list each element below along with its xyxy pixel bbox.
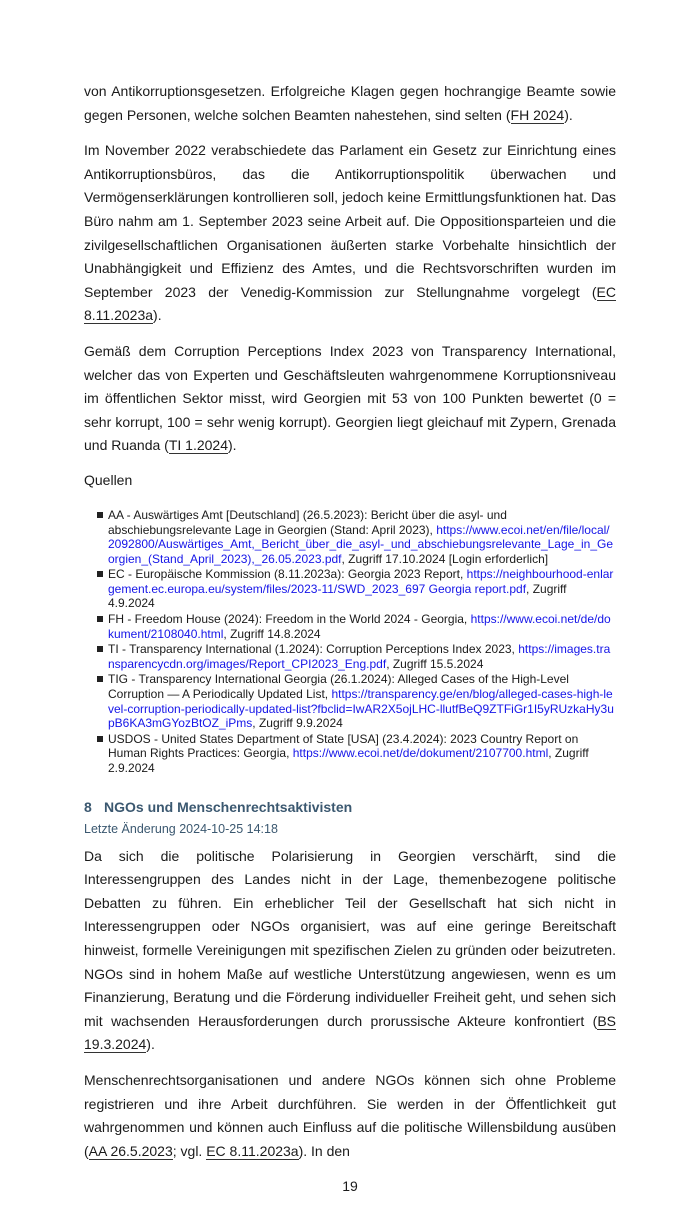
page-number: 19	[342, 1178, 358, 1195]
paragraph-3: Gemäß dem Corruption Perceptions Index 2023 von Transparency International, welcher das von Experten und Geschäftsleuten wahrgenommene Korruptionsniveau im öffentlichen Sektor misst, wird Georgien mit 53 von 100 Punkten bewertet (0 = sehr korrupt, 100 = sehr wenig korrupt). Georgien liegt gleichauf mit Zypern, Grenada und Ruanda (TI 1.2024).	[84, 342, 616, 454]
source-item: USDOS - United States Department of State [USA] (23.4.2024): 2023 Country Report on Human Rights Practices: Georgia, https://www.ecoi.net/de/dokument/2107700.html, Zugriff 2.9.2024	[84, 732, 616, 776]
source-link[interactable]: https://www.ecoi.net/de/dokument/2108040.html	[108, 612, 611, 641]
source-link[interactable]: https://transparency.ge/en/blog/alleged-cases-high-level-corruption-periodically-updated-list?fbclid=IwAR2X5ojLHC-llutfBeQ9ZTFiGr1I5yRUzkaHy3upB6KA3mGYozBtOZ_iPms	[108, 687, 614, 731]
source-link[interactable]: https://neighbourhood-enlargement.ec.europa.eu/system/files/2023-11/SWD_2023_697 Georgia report.pdf	[108, 567, 614, 596]
citation-link[interactable]: BS 19.3.2024	[84, 1012, 616, 1053]
citation-link[interactable]: TI 1.2024	[168, 437, 228, 454]
source-item: FH - Freedom House (2024): Freedom in the World 2024 - Georgia, https://www.ecoi.net/de/dokument/2108040.html, Zugriff 14.8.2024	[84, 612, 616, 641]
paragraph-4: Da sich die politische Polarisierung in Georgien verschärft, sind die Interessengruppen des Landes nicht in der Lage, themenbezogene politische Debatten zu führen. Ein erheblicher Teil der Gesellschaft hat sich nicht in Interessengruppen oder NGOs organisiert, was auf eine geringe Bereitschaft hinweist, formelle Vereinigungen mit spezifischen Zielen zu gründen oder beizutreten. NGOs sind in hohem Maße auf westliche Unterstützung angewiesen, wenn es um Finanzierung, Beratung und die Förderung individueller Freiheit geht, und sehen sich mit wachsenden Herausforderungen durch prorussische Akteure konfrontiert (BS 19.3.2024).	[84, 847, 616, 1053]
source-link[interactable]: https://www.ecoi.net/de/dokument/2107700.html	[292, 746, 549, 761]
paragraph-2: Im November 2022 verabschiedete das Parlament ein Gesetz zur Einrichtung eines Antikorruptionsbüros, das die Antikorruptionspolitik überwachen und Vermögenserklärungen kontrollieren soll, jedoch keine Ermittlungsfunktionen hat. Das Büro nahm am 1. September 2023 seine Arbeit auf. Die Oppositionsparteien und die zivilgesellschaftlichen Organisationen äußerten starke Vorbehalte hinsichtlich der Unabhängigkeit und Effizienz des Amtes, und die Rechtsvorschriften wurden im September 2023 der Venedig-Kommission zur Stellungnahme vorgelegt (EC 8.11.2023a).	[84, 142, 616, 324]
citation-link[interactable]: AA 26.5.2023	[88, 1142, 173, 1159]
paragraph-5: Menschenrechtsorganisationen und andere NGOs können sich ohne Probleme registrieren und ihre Arbeit durchführen. Sie werden in der Öffentlichkeit gut wahrgenommen und können auch Einfluss auf die politische Willensbildung ausüben (AA 26.5.2023; vgl. EC 8.11.2023a). In den	[84, 1071, 616, 1159]
sources-list	[84, 508, 616, 776]
section-heading: 8 NGOs und Menschenrechtsaktivisten	[84, 798, 353, 815]
source-link[interactable]: https://images.transparencycdn.org/images/Report_CPI2023_Eng.pdf	[108, 642, 611, 671]
sources-label: Quellen	[84, 471, 133, 488]
source-item: AA - Auswärtiges Amt [Deutschland] (26.5.2023): Bericht über die asyl- und abschiebungsrelevante Lage in Georgien (Stand: April 2023), https://www.ecoi.net/en/file/local/2092800/Auswärtiges_Amt,_Bericht_über_die_asyl-_und_abschiebungsrelevante_Lage_in_Georgien_(Stand_April_2023),_26.05.2023.pdf, Zugriff 17.10.2024 [Login erforderlich]	[84, 508, 616, 566]
source-link[interactable]: https://www.ecoi.net/en/file/local/2092800/Auswärtiges_Amt,_Bericht_über_die_asyl-_und_abschiebungsrelevante_Lage_in_Georgien_(Stand_April_2023),_26.05.2023.pdf	[108, 522, 614, 566]
citation-link[interactable]: EC 8.11.2023a	[206, 1142, 299, 1159]
paragraph-1: von Antikorruptionsgesetzen. Erfolgreiche Klagen gegen hochrangige Beamte sowie gegen Personen, welche solchen Beamten nahestehen, sind selten (FH 2024).	[84, 83, 616, 123]
source-item: TI - Transparency International (1.2024): Corruption Perceptions Index 2023, https://images.transparencycdn.org/images/Report_CPI2023_Eng.pdf, Zugriff 15.5.2024	[84, 642, 616, 671]
last-modified: Letzte Änderung 2024-10-25 14:18	[84, 821, 278, 836]
source-item: TIG - Transparency International Georgia (26.1.2024): Alleged Cases of the High-Level Corruption — A Periodically Updated List, https://transparency.ge/en/blog/alleged-cases-high-level-corruption-periodically-updated-list?fbclid=IwAR2X5ojLHC-llutfBeQ9ZTFiGr1I5yRUzkaHy3upB6KA3mGYozBtOZ_iPms, Zugriff 9.9.2024	[84, 672, 616, 730]
citation-link[interactable]: EC 8.11.2023a	[84, 283, 616, 324]
source-item: EC - Europäische Kommission (8.11.2023a): Georgia 2023 Report, https://neighbourhood-enlargement.ec.europa.eu/system/files/2023-11/SWD_2023_697 Georgia report.pdf, Zugriff 4.9.2024	[84, 567, 616, 611]
citation-link[interactable]: FH 2024	[510, 106, 565, 123]
